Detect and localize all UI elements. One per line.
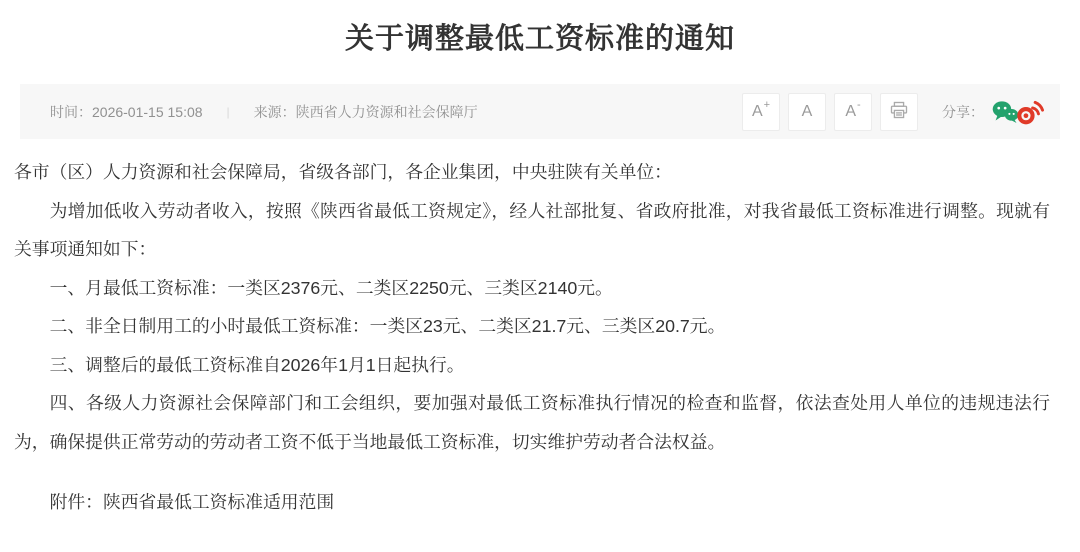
- font-decrease-letter: A: [845, 102, 856, 120]
- font-default-letter: A: [801, 102, 813, 120]
- meta-info: [50, 102, 478, 122]
- font-increase-letter: A: [751, 102, 763, 120]
- font-default-button[interactable]: [788, 93, 826, 131]
- printer-icon: [889, 100, 909, 124]
- weibo-icon[interactable]: [1016, 99, 1044, 125]
- salutation-line: 各市（区）人力资源和社会保障局，省级各部门，各企业集团，中央驻陕有关单位：: [14, 162, 672, 182]
- print-button[interactable]: [880, 93, 918, 131]
- notice-body: [0, 139, 1080, 522]
- item-4-supervision: 四、各级人力资源社会保障部门和工会组织，要加强对最低工资标准执行情况的检查和监督，依法查处用人单位的违规违法行为，确保提供正常劳动的劳动者工资不低于当地最低工资标准，切实维护劳动者合法权益。: [14, 393, 1050, 452]
- source-label: 来源：: [253, 103, 296, 120]
- time-value: 2026-01-15 15:08: [92, 103, 203, 120]
- font-decrease-button[interactable]: [834, 93, 872, 131]
- meta-bar: [20, 84, 1060, 139]
- intro-paragraph: 为增加低收入劳动者收入，按照《陕西省最低工资规定》，经人社部批复、省政府批准，对我省最低工资标准进行调整。现就有关事项通知如下：: [14, 200, 1050, 259]
- page-title: 关于调整最低工资标准的通知: [344, 23, 735, 55]
- minus-sign: -: [857, 99, 861, 111]
- item-3-effective-date: 三、调整后的最低工资标准自2026年1月1日起执行。: [49, 354, 465, 375]
- time-label: 时间：: [50, 103, 92, 120]
- meta-controls: [734, 93, 1044, 131]
- share-label: 分享：: [942, 103, 984, 120]
- item-1-monthly-standard: 一、月最低工资标准：一类区2376元、二类区2250元、三类区2140元。: [49, 277, 613, 298]
- plus-sign: +: [763, 99, 771, 111]
- attachment-line: 附件：陕西省最低工资标准适用范围: [49, 492, 335, 512]
- font-increase-button[interactable]: [742, 93, 780, 131]
- wechat-icon[interactable]: [992, 100, 1019, 124]
- meta-divider: |: [226, 104, 230, 119]
- source-value: 陕西省人力资源和社会保障厅: [295, 103, 478, 120]
- item-2-hourly-standard: 二、非全日制用工的小时最低工资标准：一类区23元、二类区21.7元、三类区20.7元。: [49, 316, 726, 336]
